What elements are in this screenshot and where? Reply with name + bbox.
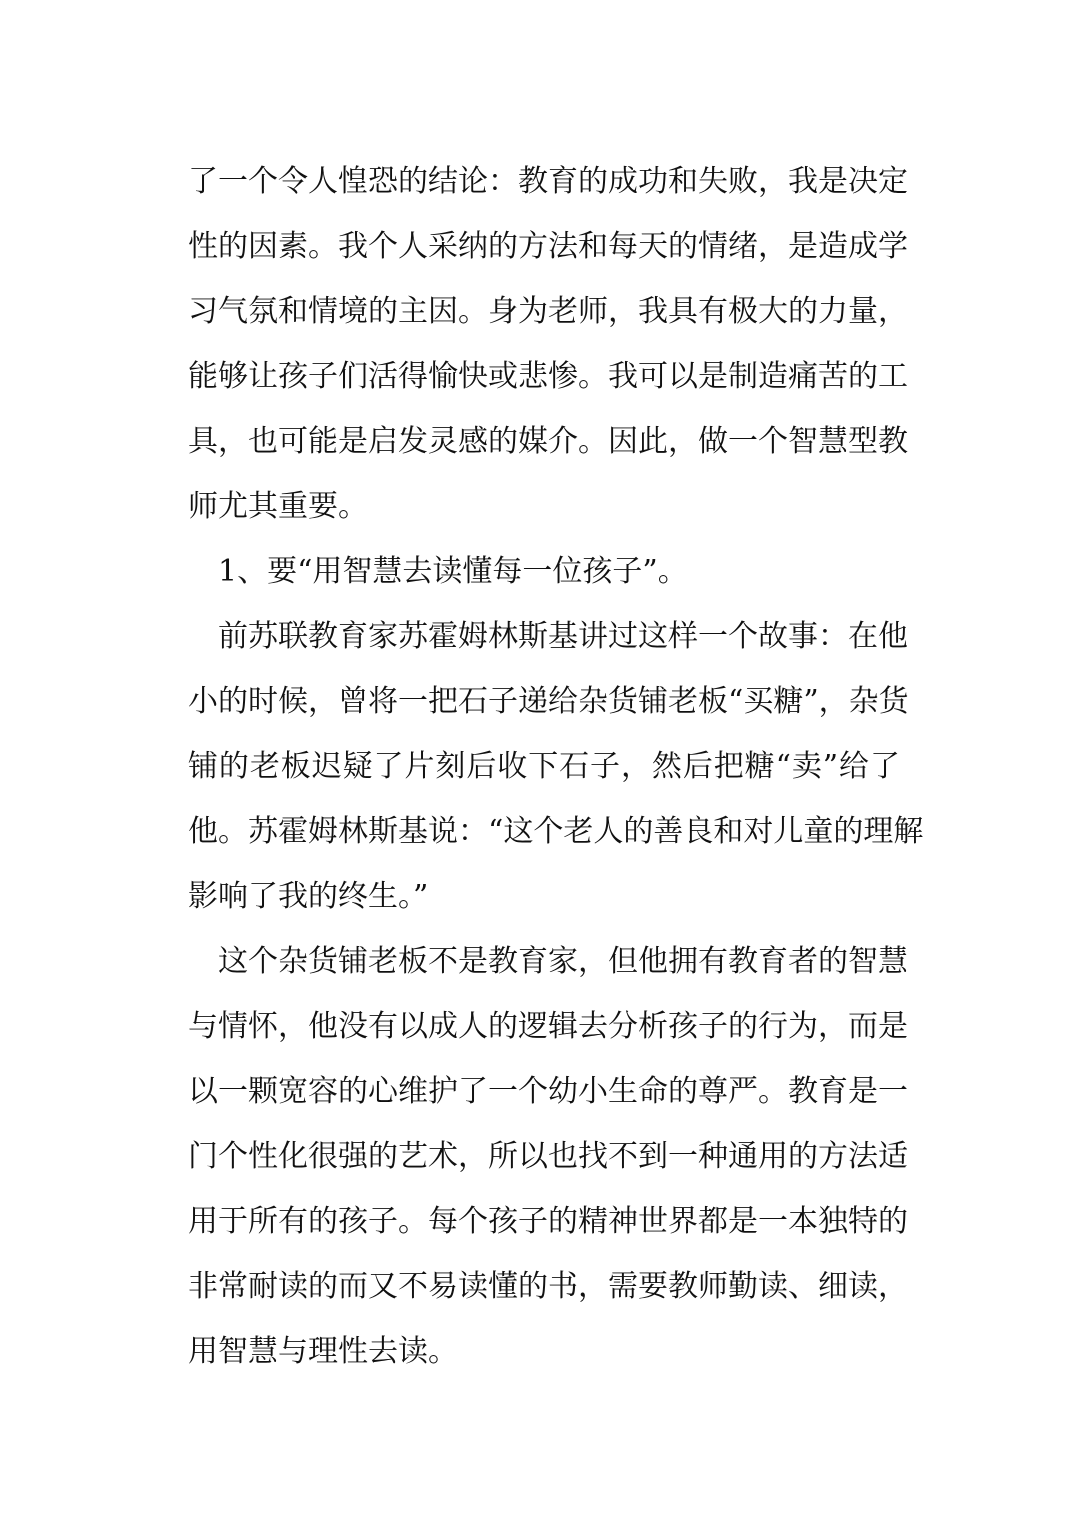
text-line: 影响了我的终生。” [188, 879, 429, 914]
text-line: 以一颗宽容的心维护了一个幼小生命的尊严。教育是一 [188, 1074, 908, 1109]
text-line: 用智慧与理性去读。 [188, 1334, 458, 1369]
paragraph-reflection [188, 929, 908, 1384]
paragraph-story [188, 604, 924, 929]
document-body [188, 149, 924, 1384]
section-heading [188, 539, 900, 604]
text-line: 非常耐读的而又不易读懂的书，需要教师勤读、细读， [188, 1269, 908, 1304]
text-line: 习气氛和情境的主因。身为老师，我具有极大的力量， [188, 294, 908, 329]
text-line: 铺的老板迟疑了片刻后收下石子，然后把糖“卖”给了 [188, 749, 900, 784]
text-line: 具，也可能是启发灵感的媒介。因此，做一个智慧型教 [188, 424, 908, 459]
text-line: 了一个令人惶恐的结论：教育的成功和失败，我是决定 [188, 164, 908, 199]
text-line: 能够让孩子们活得愉快或悲惨。我可以是制造痛苦的工 [188, 359, 908, 394]
text-line: 小的时候，曾将一把石子递给杂货铺老板“买糖”，杂货 [188, 684, 909, 719]
text-line: 这个杂货铺老板不是教育家，但他拥有教育者的智慧 [218, 944, 908, 979]
paragraph-conclusion [188, 149, 908, 539]
heading-line: 1、要“用智慧去读懂每一位孩子”。 [218, 554, 688, 589]
text-line: 师尤其重要。 [188, 489, 368, 524]
text-line: 与情怀，他没有以成人的逻辑去分析孩子的行为，而是 [188, 1009, 908, 1044]
text-line: 他。苏霍姆林斯基说：“这个老人的善良和对儿童的理解 [188, 814, 924, 849]
text-line: 门个性化很强的艺术，所以也找不到一种通用的方法适 [188, 1139, 908, 1174]
text-line: 前苏联教育家苏霍姆林斯基讲过这样一个故事：在他 [218, 619, 908, 654]
text-line: 性的因素。我个人采纳的方法和每天的情绪，是造成学 [188, 229, 908, 264]
text-line: 用于所有的孩子。每个孩子的精神世界都是一本独特的 [188, 1204, 908, 1239]
